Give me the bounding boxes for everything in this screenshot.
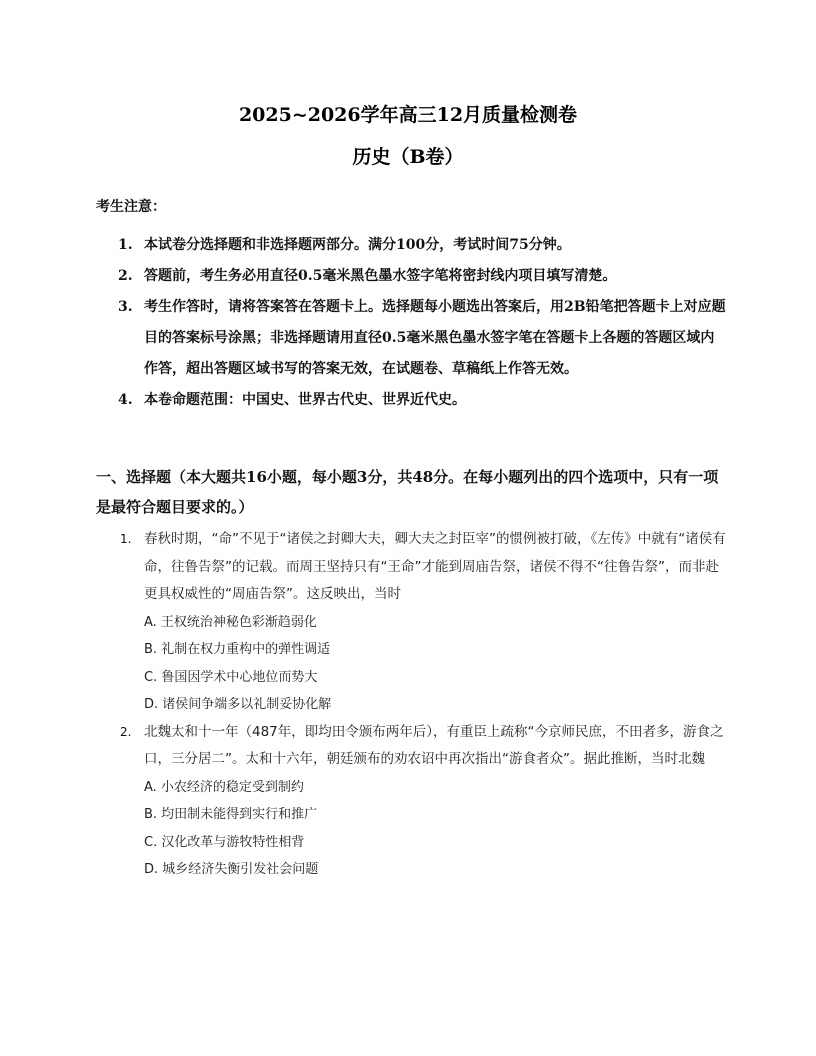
option-b: B. 均田制未能得到实行和推广	[144, 807, 318, 822]
option-d: D. 诸侯间争端多以礼制妥协化解	[144, 697, 332, 712]
option-a: A. 王权统治神秘色彩渐趋弱化	[144, 614, 317, 630]
option-list	[144, 609, 726, 719]
notice-item-number: 1.	[118, 237, 133, 253]
notice-item	[96, 385, 726, 416]
question-list	[96, 526, 726, 884]
notice-item-number: 4.	[118, 392, 133, 408]
option-a: A. 小农经济的稳定受到制约	[144, 779, 304, 795]
question-stem: 春秋时期，“命”不见于“诸侯之封卿大夫，卿大夫之封臣宰”的惯例被打破，《左传》中就有“诸侯有命，往鲁告祭”的记载。而周王坚持只有“王命”才能到周庙告祭，诸侯不得不“往鲁告祭”，而非赴更具权威性的“周庙告祭”。这反映出，当时	[144, 531, 726, 602]
option-list	[144, 774, 726, 884]
option-c: C. 汉化改革与游牧特性相背	[144, 834, 305, 850]
exam-title: 2025~2026学年高三12月质量检测卷	[238, 104, 578, 126]
question-number: 1.	[120, 532, 132, 546]
option-c: C. 鲁国因学术中心地位而势大	[144, 669, 318, 685]
question-stem: 北魏太和十一年（487年，即均田令颁布两年后），有重臣上疏称“今京师民庶，不田者多，游食之口，三分居二”。太和十六年，朝廷颁布的劝农诏中再次指出“游食者众”。据此推断，当时北魏	[144, 723, 724, 767]
notice-item-text: 本试卷分选择题和非选择题两部分。满分100分，考试时间75分钟。	[144, 237, 571, 253]
section-heading: 一、选择题（本大题共16小题，每小题3分，共48分。在每小题列出的四个选项中，只有一项是最符合题目要求的。）	[96, 468, 719, 516]
notice-item-number: 3.	[118, 299, 133, 315]
option-d: D. 城乡经济失衡引发社会问题	[144, 862, 319, 877]
notice-item	[96, 292, 726, 385]
question-item	[96, 719, 726, 884]
exam-subtitle: 历史（B卷）	[352, 146, 464, 168]
question-number: 2.	[120, 724, 132, 739]
option-b: B. 礼制在权力重构中的弹性调适	[144, 642, 331, 657]
notice-heading: 考生注意：	[96, 199, 166, 215]
notice-item-text: 本卷命题范围：中国史、世界古代史、世界近代史。	[144, 392, 466, 408]
notice-item-text: 答题前，考生务必用直径0.5毫米黑色墨水签字笔将密封线内项目填写清楚。	[144, 268, 617, 284]
notice-item	[96, 261, 726, 292]
notice-list	[96, 230, 726, 416]
notice-item-text: 考生作答时，请将答案答在答题卡上。选择题每小题选出答案后，用2B铅笔把答题卡上对应题目的答案标号涂黑；非选择题请用直径0.5毫米黑色墨水签字笔在答题卡上各题的答题区域内作答，超出答题区域书写的答案无效，在试题卷、草稿纸上作答无效。	[144, 299, 726, 377]
notice-item-number: 2.	[118, 268, 133, 284]
notice-item	[96, 230, 726, 261]
question-item	[96, 526, 726, 719]
